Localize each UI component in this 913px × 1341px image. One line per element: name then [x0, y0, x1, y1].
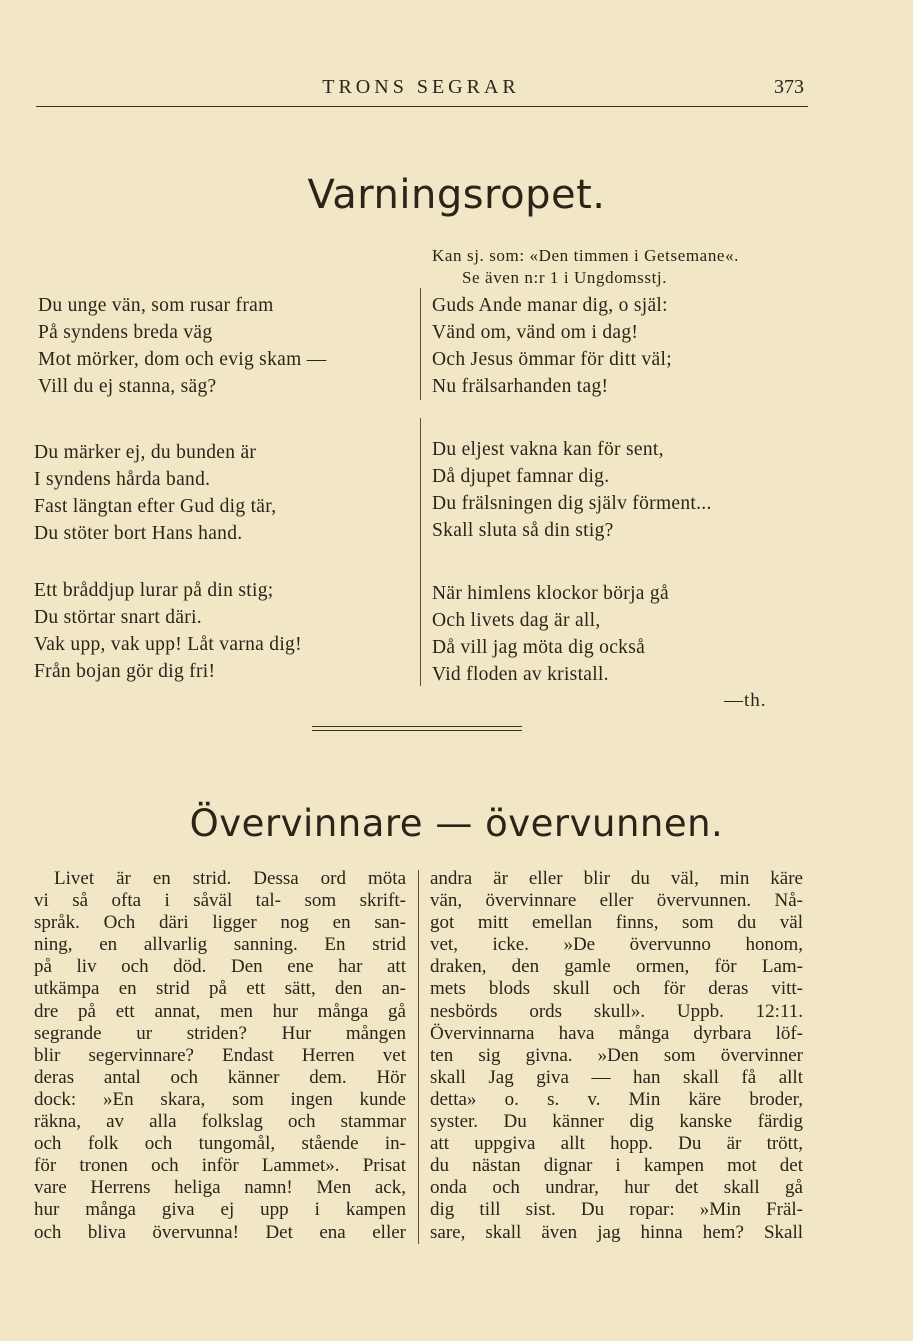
stanza-right-2 [432, 436, 712, 544]
verse-line: Du unge vän, som rusar fram [38, 295, 274, 316]
text-line: ten sig givna. »Den som övervinner [430, 1044, 803, 1066]
verse-line: Du frälsningen dig själv förment... [432, 493, 712, 514]
article-column-right [430, 868, 803, 1244]
divider-line [312, 726, 522, 727]
poem-title: Varningsropet. [307, 172, 606, 218]
stanza-right-1 [432, 292, 672, 400]
text-line: Övervinnarna hava många dyrbara löf- [430, 1022, 803, 1044]
verse-line: Och Jesus ömmar för ditt väl; [432, 349, 672, 370]
text-line: vän, övervinnare eller övervunnen. Nå- [430, 890, 803, 912]
text-line: dre på ett annat, men hur många gå [34, 1000, 406, 1022]
text-line: detta» o. s. v. Min käre broder, [430, 1088, 803, 1110]
column-rule [420, 288, 421, 400]
text-line: deras antal och känner dem. Hör [34, 1066, 406, 1088]
verse-line: Då vill jag möta dig också [432, 637, 646, 658]
text-line: att uppgiva allt hopp. Du är trött, [430, 1133, 803, 1155]
text-line: mets blods skull och för deras vitt- [430, 978, 803, 1000]
text-line: Livet är en strid. Dessa ord möta [54, 868, 406, 889]
article-column-left [34, 868, 406, 1244]
verse-line: Du störtar snart däri. [34, 607, 202, 628]
text-line: ning, en allvarlig sanning. En strid [34, 934, 406, 956]
text-line: segrande ur striden? Hur mången [34, 1022, 406, 1044]
section-divider [312, 726, 522, 734]
verse-line: Du stöter bort Hans hand. [34, 523, 243, 544]
verse-line: Vid floden av kristall. [432, 664, 609, 685]
text-line: onda och undrar, hur det skall gå [430, 1177, 803, 1199]
text-line: andra är eller blir du väl, min käre [430, 868, 803, 889]
text-line: nesbörds ords skull». Uppb. 12:11. [430, 1000, 803, 1022]
text-line: du nästan dignar i kampen mot det [430, 1155, 803, 1177]
verse-line: Fast längtan efter Gud dig tär, [34, 496, 277, 517]
text-line: vare Herrens heliga namn! Men ack, [34, 1177, 406, 1199]
text-line: och bliva övervunna! Det ena eller [34, 1221, 406, 1243]
text-line: draken, den gamle ormen, för Lam- [430, 956, 803, 978]
verse-line: Nu frälsarhanden tag! [432, 376, 609, 397]
verse-line: Ett bråddjup lurar på din stig; [34, 580, 274, 601]
verse-line: Från bojan gör dig fri! [34, 661, 216, 682]
page-number: 373 [774, 76, 804, 98]
header-rule [36, 106, 808, 107]
text-line: för tronen och inför Lammet». Prisat [34, 1155, 406, 1177]
text-line: hur många giva ej upp i kampen [34, 1199, 406, 1221]
tune-note [432, 245, 810, 289]
text-line: syster. Du känner dig kanske färdig [430, 1111, 803, 1133]
stanza-left-3 [34, 577, 302, 685]
text-line: blir segervinnare? Endast Herren vet [34, 1044, 406, 1066]
poem-signature: —th. [724, 690, 767, 711]
stanza-left-2 [34, 439, 276, 547]
text-line: språk. Och däri ligger nog en san- [34, 912, 406, 934]
verse-line: Och livets dag är all, [432, 610, 601, 631]
divider-line [312, 730, 522, 731]
column-rule [418, 870, 419, 1244]
verse-line: Guds Ande manar dig, o själ: [432, 295, 668, 316]
text-line: och folk och tungomål, stående in- [34, 1133, 406, 1155]
verse-line: Mot mörker, dom och evig skam — [38, 349, 327, 370]
text-line: vet, icke. »De övervunno honom, [430, 934, 803, 956]
verse-line: Skall sluta så din stig? [432, 520, 614, 541]
verse-line: I syndens hårda band. [34, 469, 211, 490]
text-line: dig till sist. Du ropar: »Min Fräl- [430, 1199, 803, 1221]
verse-line: Då djupet famnar dig. [432, 466, 610, 487]
verse-line: Du eljest vakna kan för sent, [432, 439, 664, 460]
verse-line: Du märker ej, du bunden är [34, 442, 257, 463]
verse-line: Vak upp, vak upp! Låt varna dig! [34, 634, 302, 655]
text-line: dock: »En skara, som ingen kunde [34, 1088, 406, 1110]
tune-note-line: Se även n:r 1 i Ungdomsstj. [462, 268, 668, 287]
stanza-right-3 [432, 580, 669, 688]
text-line: got mitt emellan finns, som du väl [430, 912, 803, 934]
running-title: TRONS SEGRAR [322, 76, 520, 98]
text-line: på liv och död. Den ene har att [34, 956, 406, 978]
column-rule [420, 418, 421, 686]
stanza-left-1 [38, 292, 327, 400]
text-line: utkämpa en strid på ett sätt, den an- [34, 978, 406, 1000]
tune-note-line: Kan sj. som: «Den timmen i Getsemane«. [432, 246, 740, 265]
text-line: sare, skall även jag hinna hem? Skall [430, 1221, 803, 1243]
text-line: räkna, av alla folkslag och stammar [34, 1111, 406, 1133]
text-line: skall Jag giva — han skall få allt [430, 1066, 803, 1088]
text-line: vi så ofta i såväl tal- som skrift- [34, 890, 406, 912]
running-header [36, 76, 806, 102]
article-title: Övervinnare — övervunnen. [189, 802, 724, 845]
verse-line: När himlens klockor börja gå [432, 583, 669, 604]
verse-line: Vill du ej stanna, säg? [38, 376, 217, 397]
verse-line: På syndens breda väg [38, 322, 213, 343]
verse-line: Vänd om, vänd om i dag! [432, 322, 639, 343]
